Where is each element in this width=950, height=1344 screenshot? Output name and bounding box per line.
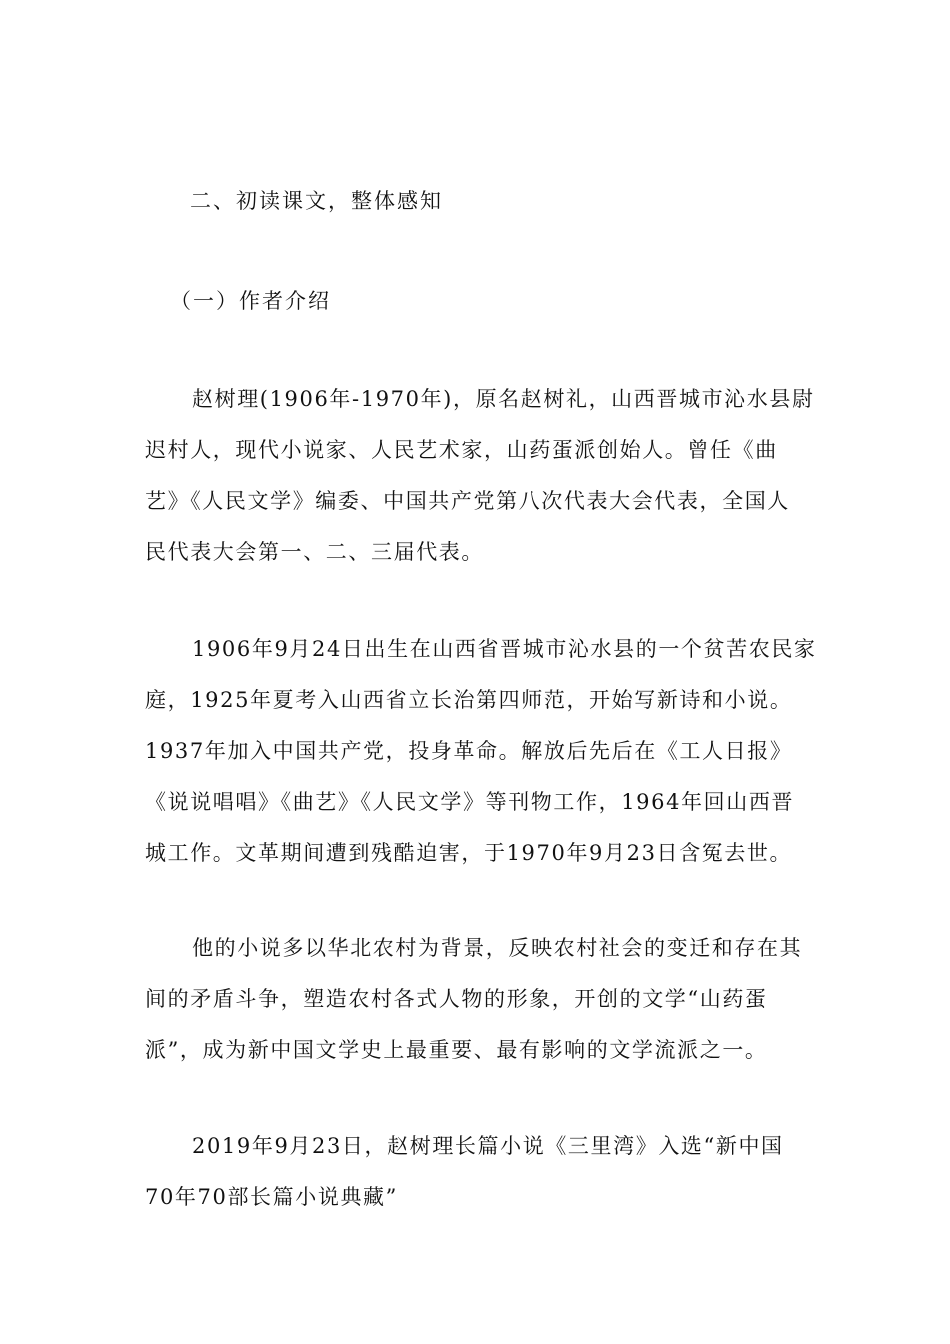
paragraph-life-history [145,634,815,889]
text-line: 赵树理(1906年-1970年)，原名赵树礼，山西晋城市沁水县尉 [192,387,815,411]
text-line: 1906年9月24日出生在山西省晋城市沁水县的一个贫苦农民家 [192,637,817,661]
text-line: 城工作。文革期间遭到残酷迫害，于1970年9月23日含冤去世。 [145,841,793,865]
text-line: 民代表大会第一、二、三届代表。 [145,540,484,564]
section-heading: 二、初读课文，整体感知 [190,189,443,213]
subsection-heading: （一）作者介绍 [170,289,331,313]
paragraph-literary-style [145,933,815,1086]
text-line: 《说说唱唱》《曲艺》《人民文学》等刊物工作，1964年回山西晋 [145,790,795,814]
text-line: 艺》《人民文学》编委、中国共产党第八次代表大会代表，全国人 [145,489,790,513]
text-line: 间的矛盾斗争，塑造农村各式人物的形象，开创的文学“山药蛋 [145,987,768,1011]
text-line: 迟村人，现代小说家、人民艺术家，山药蛋派创始人。曾任《曲 [145,438,778,462]
text-line: 他的小说多以华北农村为背景，反映农村社会的变迁和存在其 [192,936,803,960]
paragraph-author-bio [145,384,815,588]
paragraph-recognition [145,1131,815,1233]
text-line: 庭，1925年夏考入山西省立长治第四师范，开始写新诗和小说。 [145,688,793,712]
text-line: 70年70部长篇小说典藏” [145,1185,398,1209]
text-line: 1937年加入中国共产党，投身革命。解放后先后在《工人日报》 [145,739,793,763]
text-line: 2019年9月23日，赵树理长篇小说《三里湾》入选“新中国 [192,1134,784,1158]
text-line: 派”，成为新中国文学史上最重要、最有影响的文学流派之一。 [145,1038,768,1062]
